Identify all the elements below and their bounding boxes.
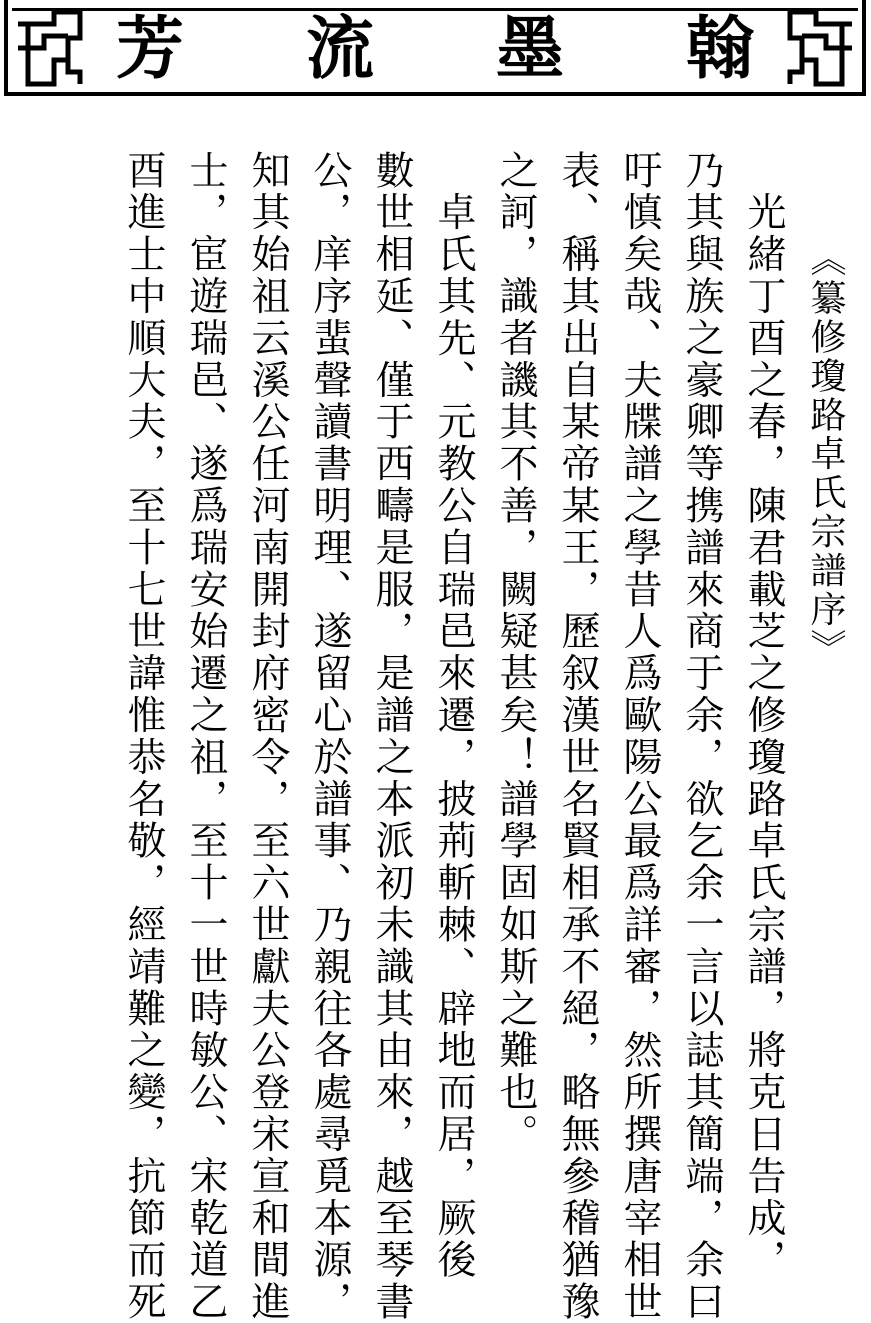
article-body: [29, 150, 849, 1323]
banner-char: 芳: [115, 9, 184, 89]
text-column: 公，庠序蜚聲讀書明理、遂留心於譜事、乃親往各處尋覓本源，: [307, 150, 352, 1323]
text-column: 知其始祖云溪公任河南開封府密令，至六世獻夫公登宋宣和間進: [245, 150, 290, 1323]
text-column: 卓氏其先、元教公自瑞邑來遷，披荊斬棘、辟地而居，厥後: [431, 150, 476, 1282]
banner-char: 墨: [495, 9, 564, 89]
text-column: 士，宦遊瑞邑、遂爲瑞安始遷之祖，至十一世時敏公、宋乾道乙: [183, 150, 228, 1323]
text-column: 酉進士中順大夫，至十七世諱惟恭名敬，經靖難之變，抗節而死: [121, 150, 166, 1323]
fret-ornament-right-icon: [786, 8, 856, 88]
banner-title: [8, 6, 862, 92]
text-column: 光緒丁酉之春，陳君載芝之修瓊路卓氏宗譜，將克日告成，: [741, 150, 786, 1282]
text-column: 吁慎矣哉、夫牒譜之學昔人爲歐陽公最爲詳審，然所撰唐宰相世: [617, 150, 662, 1323]
article-title: 《纂修瓊路卓氏宗譜序》: [805, 240, 846, 668]
banner-char: 流: [305, 9, 374, 89]
text-column: 之訶，識者譏其不善，闕疑甚矣！譜學固如斯之難也。: [493, 150, 538, 1156]
text-column: 數世相延、僅于西疇是服，是譜之本派初未識其由來，越至琴書: [369, 150, 414, 1323]
header-banner: [4, 0, 866, 96]
text-column: 乃其與族之豪卿等携譜來商于余，欲乞余一言以誌其簡端，余曰: [679, 150, 724, 1323]
banner-char: 翰: [685, 9, 754, 89]
text-column: 表、稱其出自某帝某王，歷叙漢世名賢相承不絕，略無參稽猶豫: [555, 150, 600, 1323]
